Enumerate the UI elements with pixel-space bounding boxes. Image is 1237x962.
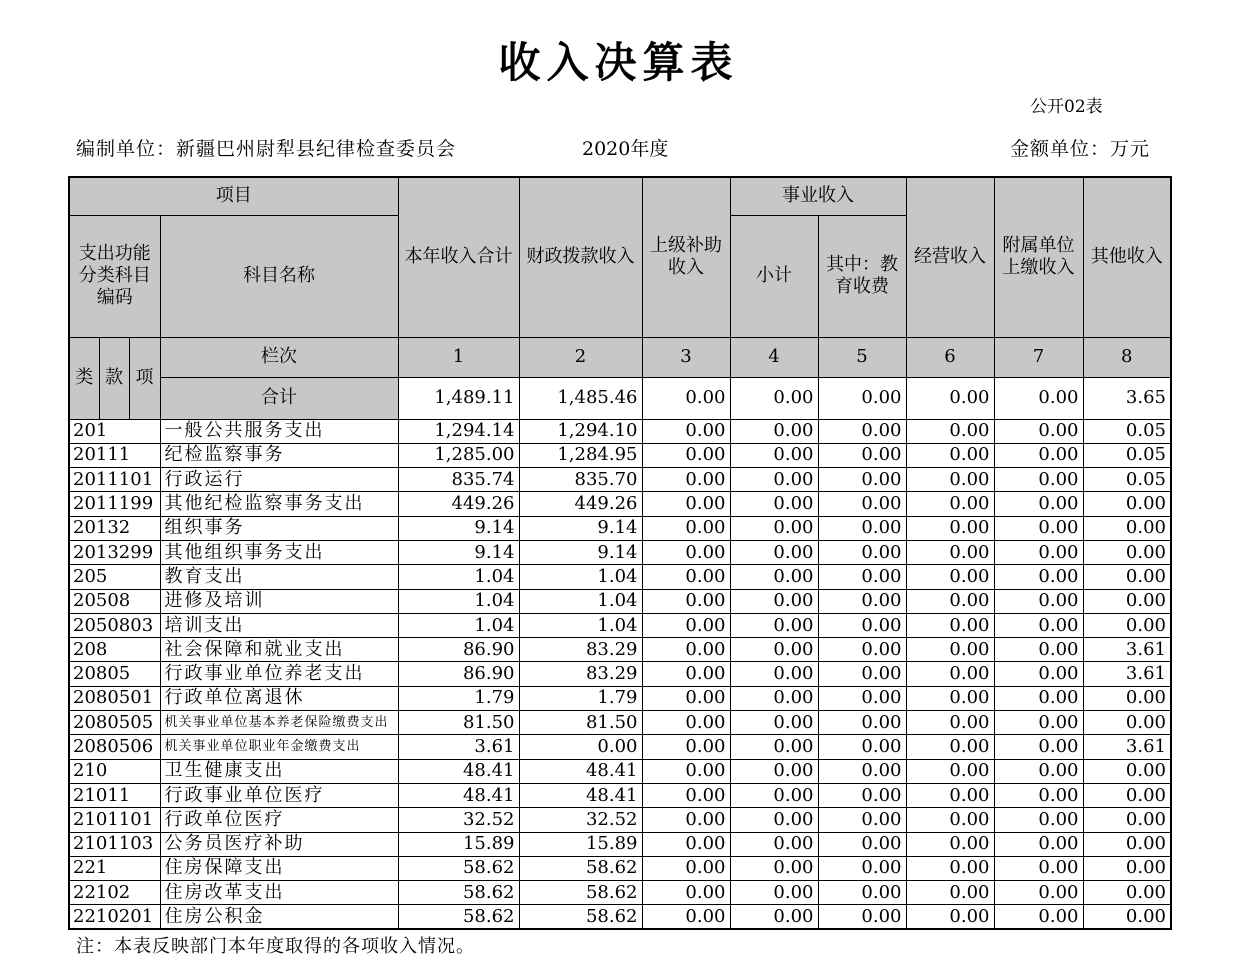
amount-cell: 0.00 bbox=[730, 540, 818, 564]
amount-cell: 0.00 bbox=[730, 589, 818, 613]
table-row bbox=[69, 711, 1171, 735]
table-row bbox=[69, 905, 1171, 929]
amount-cell: 0.00 bbox=[906, 735, 994, 759]
table-row bbox=[69, 516, 1171, 540]
amount-cell: 0.00 bbox=[906, 808, 994, 832]
total-value: 0.00 bbox=[818, 377, 906, 419]
amount-cell: 0.00 bbox=[730, 808, 818, 832]
amount-cell: 835.74 bbox=[398, 468, 519, 492]
amount-cell: 0.00 bbox=[730, 735, 818, 759]
column-number: 4 bbox=[730, 337, 818, 377]
subject-name: 其他纪检监察事务支出 bbox=[160, 492, 398, 516]
amount-cell: 1,285.00 bbox=[398, 443, 519, 467]
amount-cell: 48.41 bbox=[519, 759, 642, 783]
amount-cell: 3.61 bbox=[1083, 662, 1171, 686]
amount-cell: 0.00 bbox=[730, 613, 818, 637]
amount-cell: 15.89 bbox=[519, 832, 642, 856]
amount-cell: 0.00 bbox=[519, 735, 642, 759]
amount-cell: 0.00 bbox=[1083, 565, 1171, 589]
amount-cell: 0.00 bbox=[818, 468, 906, 492]
amount-cell: 0.00 bbox=[994, 540, 1083, 564]
amount-cell: 0.00 bbox=[730, 832, 818, 856]
amount-cell: 0.00 bbox=[1083, 759, 1171, 783]
amount-cell: 0.00 bbox=[642, 589, 730, 613]
footnote: 注：本表反映部门本年度取得的各项收入情况。 bbox=[76, 936, 475, 957]
total-value: 0.00 bbox=[642, 377, 730, 419]
header-col-label: 栏次 bbox=[160, 337, 398, 377]
amount-cell: 0.00 bbox=[1083, 492, 1171, 516]
amount-cell: 0.00 bbox=[906, 783, 994, 807]
amount-cell: 0.00 bbox=[730, 711, 818, 735]
amount-cell: 9.14 bbox=[519, 516, 642, 540]
subject-name: 机关事业单位职业年金缴费支出 bbox=[160, 735, 398, 759]
form-number: 公开02表 bbox=[1030, 97, 1103, 117]
amount-cell: 1.04 bbox=[398, 613, 519, 637]
amount-cell: 0.00 bbox=[730, 662, 818, 686]
table-row bbox=[69, 759, 1171, 783]
amount-cell: 0.00 bbox=[906, 468, 994, 492]
subject-code: 22102 bbox=[69, 881, 160, 905]
subject-code: 21011 bbox=[69, 783, 160, 807]
amount-cell: 58.62 bbox=[398, 905, 519, 929]
amount-cell: 0.00 bbox=[818, 662, 906, 686]
amount-cell: 0.00 bbox=[642, 516, 730, 540]
amount-cell: 0.00 bbox=[906, 516, 994, 540]
amount-cell: 0.00 bbox=[730, 468, 818, 492]
amount-cell: 0.00 bbox=[642, 832, 730, 856]
subject-name: 行政事业单位医疗 bbox=[160, 783, 398, 807]
amount-cell: 0.00 bbox=[818, 905, 906, 929]
amount-cell: 0.00 bbox=[1083, 711, 1171, 735]
table-row bbox=[69, 443, 1171, 467]
amount-cell: 0.00 bbox=[994, 905, 1083, 929]
subject-name: 组织事务 bbox=[160, 516, 398, 540]
amount-cell: 32.52 bbox=[519, 808, 642, 832]
amount-cell: 0.00 bbox=[994, 443, 1083, 467]
subject-code: 2080506 bbox=[69, 735, 160, 759]
amount-cell: 0.00 bbox=[994, 638, 1083, 662]
subject-code: 210 bbox=[69, 759, 160, 783]
amount-cell: 32.52 bbox=[398, 808, 519, 832]
amount-cell: 0.00 bbox=[1083, 540, 1171, 564]
amount-cell: 1,294.10 bbox=[519, 419, 642, 443]
subject-code: 2013299 bbox=[69, 540, 160, 564]
subject-code: 2101101 bbox=[69, 808, 160, 832]
amount-cell: 0.00 bbox=[818, 759, 906, 783]
amount-cell: 0.00 bbox=[730, 759, 818, 783]
amount-cell: 0.00 bbox=[1083, 881, 1171, 905]
amount-cell: 0.00 bbox=[906, 638, 994, 662]
compile-unit: 编制单位：新疆巴州尉犁县纪律检查委员会 bbox=[76, 138, 457, 160]
amount-cell: 0.00 bbox=[994, 492, 1083, 516]
subject-code: 2210201 bbox=[69, 905, 160, 929]
column-number: 3 bbox=[642, 337, 730, 377]
amount-cell: 0.00 bbox=[642, 856, 730, 880]
amount-cell: 0.00 bbox=[1083, 613, 1171, 637]
column-number: 2 bbox=[519, 337, 642, 377]
amount-cell: 0.00 bbox=[994, 589, 1083, 613]
amount-cell: 0.05 bbox=[1083, 419, 1171, 443]
amount-cell: 0.00 bbox=[642, 735, 730, 759]
total-value: 1,489.11 bbox=[398, 377, 519, 419]
amount-cell: 81.50 bbox=[519, 711, 642, 735]
amount-cell: 0.00 bbox=[906, 565, 994, 589]
amount-cell: 1.04 bbox=[398, 589, 519, 613]
subject-name: 行政单位医疗 bbox=[160, 808, 398, 832]
subject-name: 机关事业单位基本养老保险缴费支出 bbox=[160, 711, 398, 735]
column-number: 5 bbox=[818, 337, 906, 377]
amount-cell: 0.00 bbox=[906, 711, 994, 735]
header-lei: 类 bbox=[69, 337, 99, 419]
amount-cell: 0.00 bbox=[994, 711, 1083, 735]
header-edu-fee: 其中：教育收费 bbox=[818, 215, 906, 337]
amount-cell: 0.00 bbox=[818, 589, 906, 613]
amount-cell: 0.00 bbox=[1083, 808, 1171, 832]
amount-cell: 15.89 bbox=[398, 832, 519, 856]
amount-cell: 0.00 bbox=[818, 808, 906, 832]
subject-name: 住房改革支出 bbox=[160, 881, 398, 905]
amount-cell: 0.05 bbox=[1083, 468, 1171, 492]
table-row bbox=[69, 468, 1171, 492]
amount-cell: 58.62 bbox=[519, 905, 642, 929]
amount-cell: 0.00 bbox=[906, 540, 994, 564]
subject-name: 公务员医疗补助 bbox=[160, 832, 398, 856]
total-value: 0.00 bbox=[906, 377, 994, 419]
amount-cell: 48.41 bbox=[519, 783, 642, 807]
amount-cell: 3.61 bbox=[1083, 735, 1171, 759]
amount-cell: 1,284.95 bbox=[519, 443, 642, 467]
subject-name: 行政事业单位养老支出 bbox=[160, 662, 398, 686]
amount-cell: 0.00 bbox=[642, 783, 730, 807]
amount-cell: 0.00 bbox=[642, 638, 730, 662]
amount-cell: 0.00 bbox=[994, 419, 1083, 443]
amount-cell: 0.00 bbox=[994, 735, 1083, 759]
subject-name: 卫生健康支出 bbox=[160, 759, 398, 783]
amount-cell: 0.00 bbox=[906, 662, 994, 686]
subject-name: 行政单位离退休 bbox=[160, 686, 398, 710]
total-value: 0.00 bbox=[994, 377, 1083, 419]
amount-cell: 0.00 bbox=[994, 856, 1083, 880]
income-table bbox=[68, 176, 1172, 930]
header-code-group: 支出功能分类科目编码 bbox=[69, 215, 160, 337]
amount-cell: 0.00 bbox=[642, 613, 730, 637]
subject-code: 2011101 bbox=[69, 468, 160, 492]
amount-cell: 0.00 bbox=[730, 856, 818, 880]
table-row bbox=[69, 613, 1171, 637]
amount-cell: 0.00 bbox=[642, 711, 730, 735]
table-row bbox=[69, 662, 1171, 686]
total-label: 合计 bbox=[160, 377, 398, 419]
amount-cell: 0.00 bbox=[818, 443, 906, 467]
amount-cell: 1.04 bbox=[398, 565, 519, 589]
subject-name: 住房保障支出 bbox=[160, 856, 398, 880]
amount-cell: 0.00 bbox=[1083, 589, 1171, 613]
amount-cell: 0.00 bbox=[730, 492, 818, 516]
table-row bbox=[69, 638, 1171, 662]
table-row bbox=[69, 783, 1171, 807]
amount-cell: 0.00 bbox=[994, 881, 1083, 905]
amount-cell: 0.00 bbox=[730, 638, 818, 662]
column-number: 6 bbox=[906, 337, 994, 377]
amount-cell: 0.00 bbox=[818, 856, 906, 880]
table-row bbox=[69, 589, 1171, 613]
amount-cell: 0.00 bbox=[994, 516, 1083, 540]
amount-cell: 0.00 bbox=[730, 443, 818, 467]
amount-cell: 3.61 bbox=[398, 735, 519, 759]
amount-cell: 0.00 bbox=[730, 565, 818, 589]
amount-cell: 58.62 bbox=[398, 881, 519, 905]
table-row bbox=[69, 808, 1171, 832]
amount-cell: 0.00 bbox=[818, 735, 906, 759]
amount-cell: 0.00 bbox=[1083, 905, 1171, 929]
amount-cell: 0.00 bbox=[994, 662, 1083, 686]
amount-cell: 83.29 bbox=[519, 662, 642, 686]
amount-cell: 0.00 bbox=[818, 881, 906, 905]
amount-cell: 0.05 bbox=[1083, 443, 1171, 467]
amount-cell: 0.00 bbox=[994, 613, 1083, 637]
amount-cell: 0.00 bbox=[818, 540, 906, 564]
amount-cell: 83.29 bbox=[519, 638, 642, 662]
amount-cell: 0.00 bbox=[818, 492, 906, 516]
subject-name: 行政运行 bbox=[160, 468, 398, 492]
header-kuan: 款 bbox=[99, 337, 129, 419]
amount-cell: 0.00 bbox=[906, 905, 994, 929]
amount-cell: 0.00 bbox=[818, 565, 906, 589]
subject-name: 进修及培训 bbox=[160, 589, 398, 613]
subject-code: 20111 bbox=[69, 443, 160, 467]
amount-cell: 0.00 bbox=[1083, 783, 1171, 807]
subject-code: 208 bbox=[69, 638, 160, 662]
subject-code: 2011199 bbox=[69, 492, 160, 516]
amount-cell: 0.00 bbox=[906, 589, 994, 613]
amount-cell: 0.00 bbox=[730, 516, 818, 540]
amount-cell: 81.50 bbox=[398, 711, 519, 735]
amount-cell: 0.00 bbox=[906, 613, 994, 637]
amount-cell: 449.26 bbox=[519, 492, 642, 516]
amount-cell: 0.00 bbox=[818, 832, 906, 856]
subject-code: 20132 bbox=[69, 516, 160, 540]
table-row bbox=[69, 856, 1171, 880]
header-total-income: 本年收入合计 bbox=[398, 177, 519, 337]
amount-cell: 0.00 bbox=[642, 905, 730, 929]
table-row bbox=[69, 540, 1171, 564]
amount-cell: 0.00 bbox=[818, 419, 906, 443]
amount-cell: 0.00 bbox=[818, 516, 906, 540]
subject-name: 纪检监察事务 bbox=[160, 443, 398, 467]
amount-cell: 0.00 bbox=[642, 565, 730, 589]
subject-name: 其他组织事务支出 bbox=[160, 540, 398, 564]
amount-cell: 0.00 bbox=[994, 565, 1083, 589]
amount-cell: 0.00 bbox=[642, 759, 730, 783]
amount-cell: 0.00 bbox=[818, 686, 906, 710]
subject-code: 20805 bbox=[69, 662, 160, 686]
header-other: 其他收入 bbox=[1083, 177, 1171, 337]
header-item: 项目 bbox=[69, 177, 398, 215]
amount-cell: 1.79 bbox=[398, 686, 519, 710]
amount-cell: 0.00 bbox=[1083, 832, 1171, 856]
table-row bbox=[69, 686, 1171, 710]
table-row bbox=[69, 832, 1171, 856]
header-affiliated: 附属单位上缴收入 bbox=[994, 177, 1083, 337]
amount-cell: 58.62 bbox=[519, 881, 642, 905]
amount-cell: 0.00 bbox=[994, 832, 1083, 856]
amount-cell: 0.00 bbox=[818, 638, 906, 662]
amount-cell: 48.41 bbox=[398, 783, 519, 807]
amount-cell: 0.00 bbox=[642, 419, 730, 443]
amount-cell: 1.04 bbox=[519, 589, 642, 613]
amount-cell: 58.62 bbox=[398, 856, 519, 880]
amount-cell: 0.00 bbox=[730, 419, 818, 443]
amount-cell: 0.00 bbox=[642, 662, 730, 686]
header-fiscal: 财政拨款收入 bbox=[519, 177, 642, 337]
amount-cell: 0.00 bbox=[730, 905, 818, 929]
subject-code: 205 bbox=[69, 565, 160, 589]
amount-cell: 9.14 bbox=[398, 516, 519, 540]
page-title: 收入决算表 bbox=[498, 38, 739, 87]
table-row bbox=[69, 881, 1171, 905]
amount-cell: 0.00 bbox=[730, 686, 818, 710]
amount-cell: 835.70 bbox=[519, 468, 642, 492]
amount-cell: 0.00 bbox=[906, 443, 994, 467]
header-operating: 经营收入 bbox=[906, 177, 994, 337]
amount-cell: 0.00 bbox=[1083, 516, 1171, 540]
fiscal-year: 2020年度 bbox=[582, 138, 669, 160]
amount-cell: 9.14 bbox=[398, 540, 519, 564]
amount-cell: 0.00 bbox=[642, 808, 730, 832]
header-xiang: 项 bbox=[129, 337, 160, 419]
amount-cell: 86.90 bbox=[398, 638, 519, 662]
header-superior-subsidy: 上级补助收入 bbox=[642, 177, 730, 337]
subject-code: 2080505 bbox=[69, 711, 160, 735]
subject-code: 2050803 bbox=[69, 613, 160, 637]
subject-code: 2101103 bbox=[69, 832, 160, 856]
subject-code: 221 bbox=[69, 856, 160, 880]
amount-cell: 0.00 bbox=[642, 881, 730, 905]
subject-name: 一般公共服务支出 bbox=[160, 419, 398, 443]
amount-cell: 58.62 bbox=[519, 856, 642, 880]
column-number: 1 bbox=[398, 337, 519, 377]
header-subtotal: 小计 bbox=[730, 215, 818, 337]
amount-cell: 0.00 bbox=[642, 468, 730, 492]
amount-cell: 0.00 bbox=[906, 881, 994, 905]
amount-cell: 0.00 bbox=[906, 492, 994, 516]
amount-cell: 0.00 bbox=[906, 419, 994, 443]
amount-cell: 9.14 bbox=[519, 540, 642, 564]
subject-code: 20508 bbox=[69, 589, 160, 613]
table-row bbox=[69, 735, 1171, 759]
amount-cell: 0.00 bbox=[994, 468, 1083, 492]
amount-cell: 0.00 bbox=[642, 686, 730, 710]
amount-cell: 1.04 bbox=[519, 565, 642, 589]
amount-cell: 0.00 bbox=[994, 808, 1083, 832]
amount-cell: 0.00 bbox=[906, 759, 994, 783]
header-business-income: 事业收入 bbox=[730, 177, 906, 215]
amount-cell: 0.00 bbox=[994, 783, 1083, 807]
amount-cell: 0.00 bbox=[906, 832, 994, 856]
subject-name: 社会保障和就业支出 bbox=[160, 638, 398, 662]
amount-cell: 1.79 bbox=[519, 686, 642, 710]
table-row bbox=[69, 419, 1171, 443]
amount-cell: 0.00 bbox=[1083, 686, 1171, 710]
total-value: 3.65 bbox=[1083, 377, 1171, 419]
column-number: 8 bbox=[1083, 337, 1171, 377]
amount-cell: 48.41 bbox=[398, 759, 519, 783]
amount-cell: 0.00 bbox=[1083, 856, 1171, 880]
total-value: 0.00 bbox=[730, 377, 818, 419]
amount-cell: 1,294.14 bbox=[398, 419, 519, 443]
amount-cell: 86.90 bbox=[398, 662, 519, 686]
subject-code: 2080501 bbox=[69, 686, 160, 710]
amount-cell: 0.00 bbox=[818, 613, 906, 637]
amount-cell: 0.00 bbox=[642, 540, 730, 564]
subject-name: 培训支出 bbox=[160, 613, 398, 637]
amount-unit: 金额单位：万元 bbox=[1010, 138, 1151, 160]
amount-cell: 0.00 bbox=[642, 443, 730, 467]
subject-name: 住房公积金 bbox=[160, 905, 398, 929]
amount-cell: 0.00 bbox=[818, 783, 906, 807]
column-number: 7 bbox=[994, 337, 1083, 377]
amount-cell: 0.00 bbox=[730, 881, 818, 905]
header-subject-name: 科目名称 bbox=[160, 215, 398, 337]
amount-cell: 0.00 bbox=[642, 492, 730, 516]
amount-cell: 0.00 bbox=[994, 759, 1083, 783]
amount-cell: 3.61 bbox=[1083, 638, 1171, 662]
table-row bbox=[69, 492, 1171, 516]
amount-cell: 0.00 bbox=[906, 686, 994, 710]
subject-name: 教育支出 bbox=[160, 565, 398, 589]
total-value: 1,485.46 bbox=[519, 377, 642, 419]
subject-code: 201 bbox=[69, 419, 160, 443]
amount-cell: 449.26 bbox=[398, 492, 519, 516]
amount-cell: 0.00 bbox=[730, 783, 818, 807]
amount-cell: 0.00 bbox=[994, 686, 1083, 710]
table-row bbox=[69, 565, 1171, 589]
amount-cell: 0.00 bbox=[906, 856, 994, 880]
amount-cell: 0.00 bbox=[818, 711, 906, 735]
amount-cell: 1.04 bbox=[519, 613, 642, 637]
